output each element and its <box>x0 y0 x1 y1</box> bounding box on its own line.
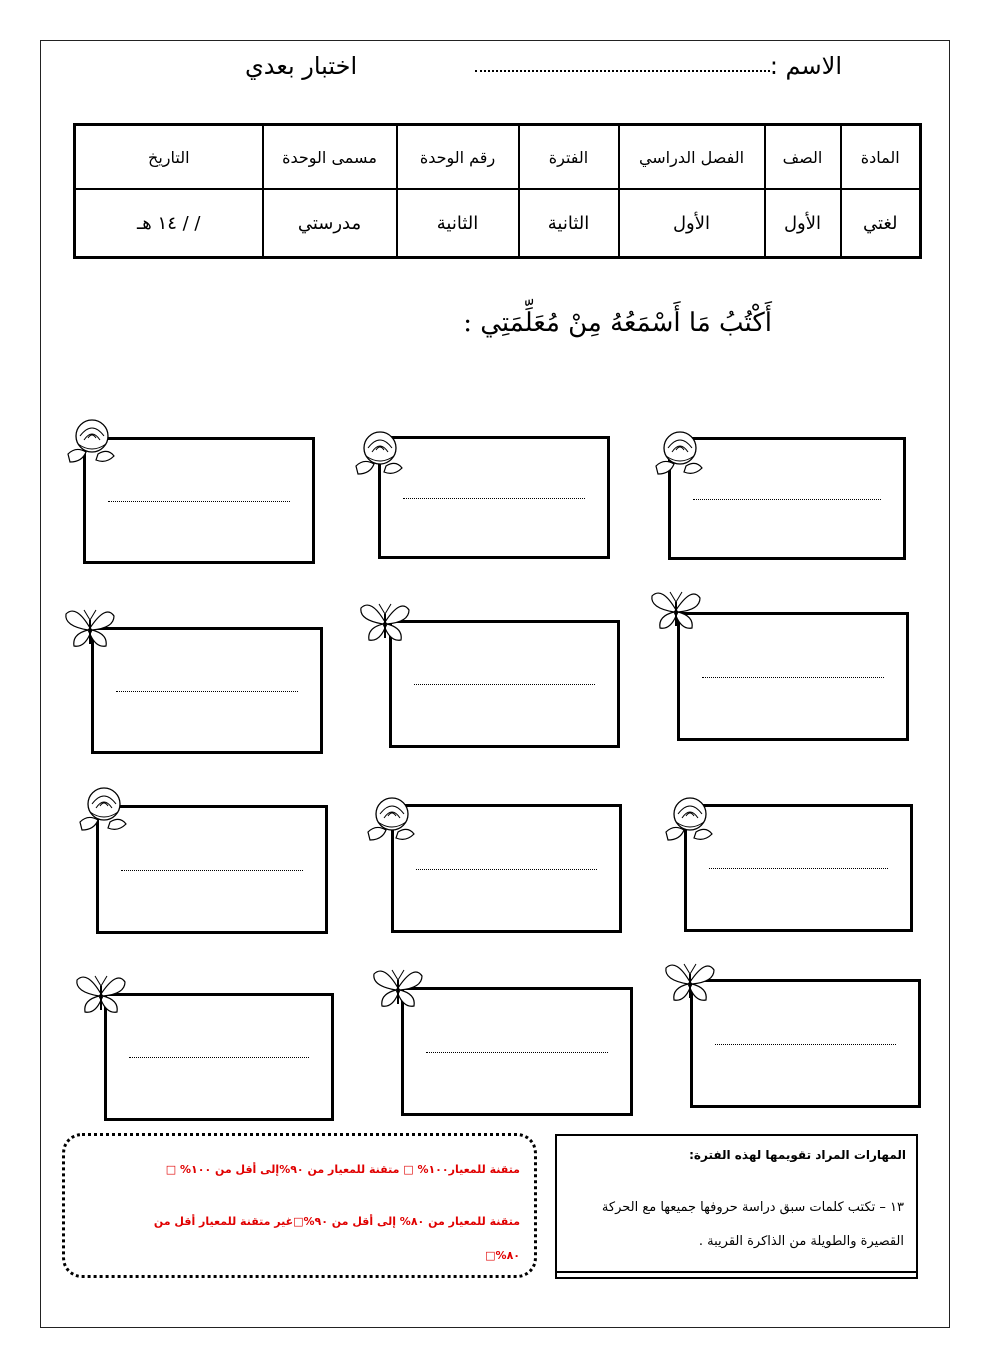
value-grade: الأول <box>765 189 841 258</box>
header-period: الفترة <box>519 125 619 190</box>
rose-icon <box>362 794 418 846</box>
answer-box[interactable] <box>104 993 334 1121</box>
answer-box[interactable] <box>389 620 620 748</box>
answer-box[interactable] <box>401 987 633 1116</box>
exam-title: اختبار بعدي <box>245 52 358 80</box>
name-input-line[interactable] <box>475 70 770 72</box>
answer-box[interactable] <box>690 979 921 1108</box>
criteria-line-1: متقنة للمعيار١٠٠% □ متقنة للمعيار من ٩٠%إلى أقل من ١٠٠% □ <box>165 1163 520 1176</box>
rose-icon <box>350 428 406 480</box>
rose-icon <box>74 784 130 836</box>
header-grade: الصف <box>765 125 841 190</box>
value-date: / / ١٤ هـ <box>75 189 263 258</box>
criteria-line-3: ٨٠%□ <box>485 1249 520 1262</box>
answer-box[interactable] <box>677 612 909 741</box>
criteria-line-2: متقنة للمعيار من ٨٠% إلى أقل من ٩٠%□غير متقنة للمعيار أقل من <box>153 1215 520 1228</box>
butterfly-icon <box>73 968 129 1020</box>
answer-box[interactable] <box>378 436 610 559</box>
value-subject: لغتي <box>841 189 921 258</box>
header-date: التاريخ <box>75 125 263 190</box>
skills-text: ١٣ – تكتب كلمات سبق دراسة حروفها جميعها مع الحركة القصيرة والطويلة من الذاكرة القريبة . <box>601 1200 904 1249</box>
butterfly-icon <box>662 956 718 1008</box>
answer-box[interactable] <box>91 627 323 754</box>
butterfly-icon <box>648 584 704 636</box>
header-unit-number: رقم الوحدة <box>397 125 519 190</box>
value-period: الثانية <box>519 189 619 258</box>
skills-box <box>555 1134 918 1279</box>
criteria-box <box>62 1133 537 1278</box>
butterfly-icon <box>370 962 426 1014</box>
butterfly-icon <box>357 596 413 648</box>
rose-icon <box>660 794 716 846</box>
answer-box[interactable] <box>96 805 328 934</box>
instruction: أَكْتُبُ مَا أَسْمَعُهُ مِنْ مُعَلِّمَتِي : <box>463 308 772 338</box>
header-subject: المادة <box>841 125 921 190</box>
header-semester: الفصل الدراسي <box>619 125 765 190</box>
skills-title: المهارات المراد تقويمها لهذه الفترة: <box>689 1148 906 1162</box>
info-table <box>73 123 922 259</box>
value-unit-name: مدرستي <box>263 189 397 258</box>
header-unit-name: مسمى الوحدة <box>263 125 397 190</box>
answer-box[interactable] <box>391 804 622 933</box>
rose-icon <box>62 416 118 468</box>
rose-icon <box>650 428 706 480</box>
value-semester: الأول <box>619 189 765 258</box>
value-unit-number: الثانية <box>397 189 519 258</box>
name-label: الاسم : <box>769 52 842 80</box>
butterfly-icon <box>62 602 118 654</box>
answer-box[interactable] <box>684 804 913 932</box>
